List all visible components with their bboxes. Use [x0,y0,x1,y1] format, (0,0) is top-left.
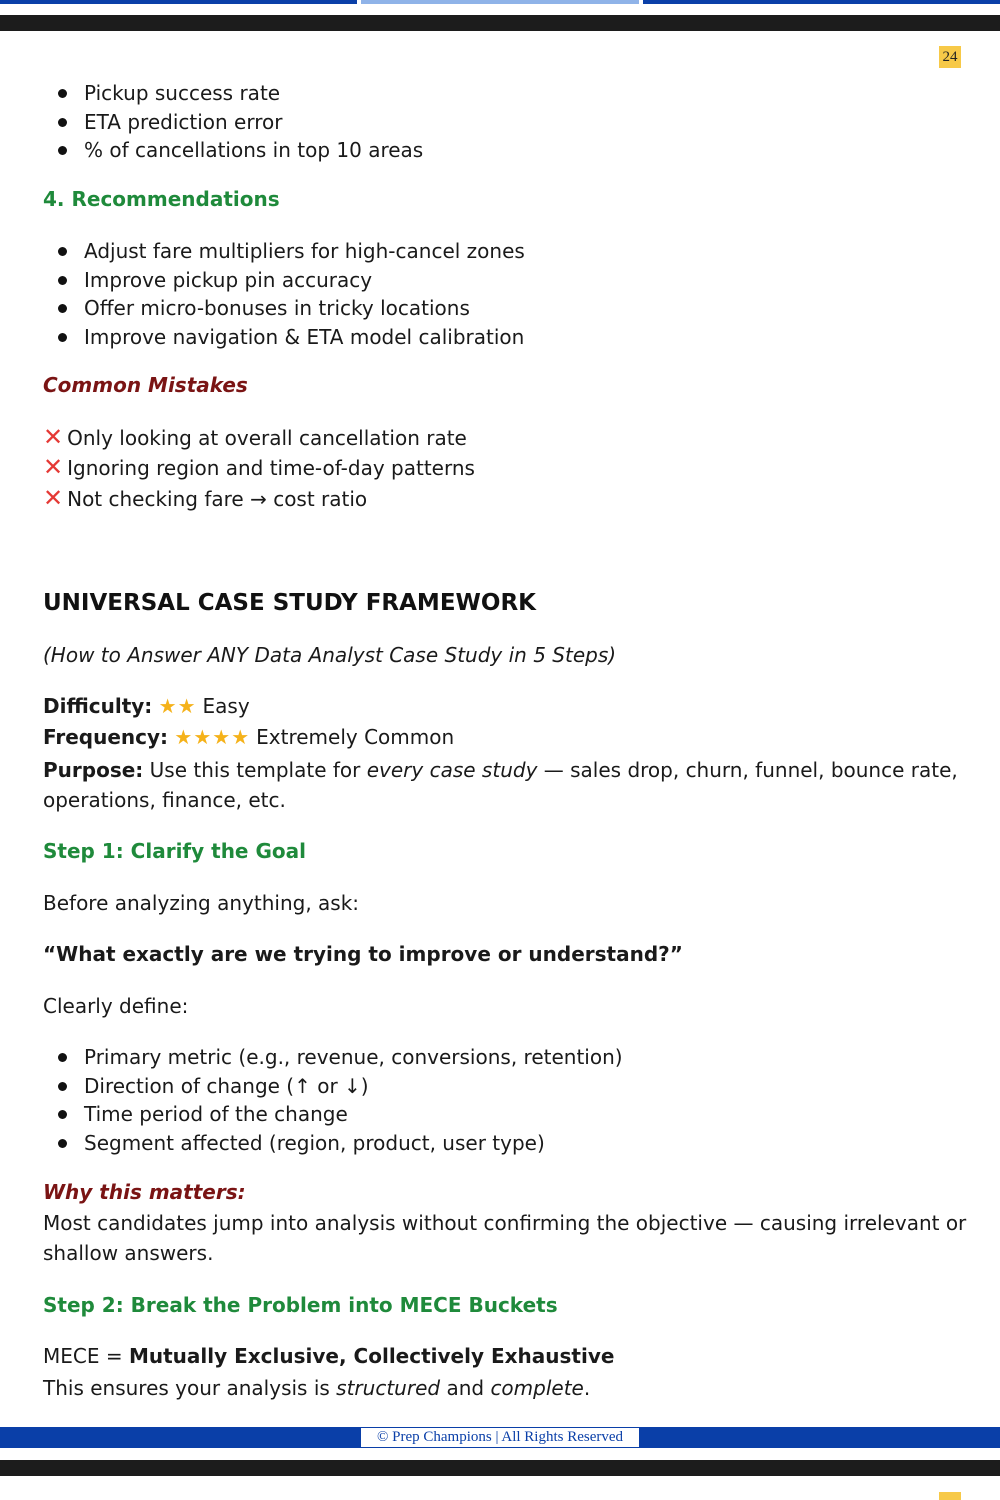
list-item: Improve navigation & ETA model calibration [43,323,525,352]
frequency-label: Frequency: [43,725,169,749]
next-page-number-badge [939,1492,961,1500]
framework-title: UNIVERSAL CASE STUDY FRAMEWORK [43,590,536,616]
step1-list [43,1043,623,1157]
step2-heading: Step 2: Break the Problem into MECE Buckets [43,1293,558,1317]
cross-mark-icon: ✕ [43,484,64,512]
step1-heading: Step 1: Clarify the Goal [43,839,306,863]
star-rating-icon: ★★ [158,694,197,718]
difficulty-line [43,691,250,721]
recommendations-heading: 4. Recommendations [43,187,280,211]
recommendations-list [43,237,525,351]
difficulty-value: Easy [202,694,250,718]
list-item: Time period of the change [43,1100,623,1129]
list-item: Adjust fare multipliers for high-cancel zones [43,237,525,266]
mistake-item: ✕ Not checking fare → cost ratio [43,484,368,512]
list-item: Improve pickup pin accuracy [43,266,525,295]
ensures-line: This ensures your analysis is structured and complete. [43,1376,591,1400]
footer-copyright: © Prep Champions | All Rights Reserved [360,1427,640,1448]
list-item: Primary metric (e.g., revenue, conversions, retention) [43,1043,623,1072]
page-separator-top [0,15,1000,31]
purpose-line-2: operations, finance, etc. [43,788,286,812]
list-item: % of cancellations in top 10 areas [43,136,423,165]
why-text-line-1: Most candidates jump into analysis without confirming the objective — causing irrelevant or [43,1211,967,1235]
top-decorative-strip [0,0,1000,4]
cross-mark-icon: ✕ [43,453,64,481]
list-item: ETA prediction error [43,108,423,137]
frequency-line [43,722,454,752]
frequency-value: Extremely Common [256,725,455,749]
common-mistakes-heading: Common Mistakes [43,373,248,397]
list-item: Offer micro-bonuses in tricky locations [43,294,525,323]
list-item: Direction of change (↑ or ↓) [43,1072,623,1101]
mece-line: MECE = Mutually Exclusive, Collectively Exhaustive [43,1344,615,1368]
mistake-item: ✕ Only looking at overall cancellation rate [43,423,467,451]
list-item: Pickup success rate [43,79,423,108]
mistake-item: ✕ Ignoring region and time-of-day patterns [43,453,475,481]
page-separator-bottom [0,1460,1000,1476]
why-heading: Why this matters: [43,1180,246,1204]
cross-mark-icon: ✕ [43,423,64,451]
page-number-badge: 24 [939,46,961,68]
list-item: Segment affected (region, product, user type) [43,1129,623,1158]
step1-question: “What exactly are we trying to improve or understand?” [43,942,683,966]
purpose-line: Purpose: Use this template for every case study — sales drop, churn, funnel, bounce rate, [43,758,958,782]
difficulty-label: Difficulty: [43,694,153,718]
star-rating-icon: ★★★★ [174,725,251,749]
why-text-line-2: shallow answers. [43,1241,214,1265]
metrics-list [43,79,423,165]
framework-subtitle: (How to Answer ANY Data Analyst Case Study in 5 Steps) [43,643,617,667]
step1-define: Clearly define: [43,994,189,1018]
step1-intro: Before analyzing anything, ask: [43,891,360,915]
